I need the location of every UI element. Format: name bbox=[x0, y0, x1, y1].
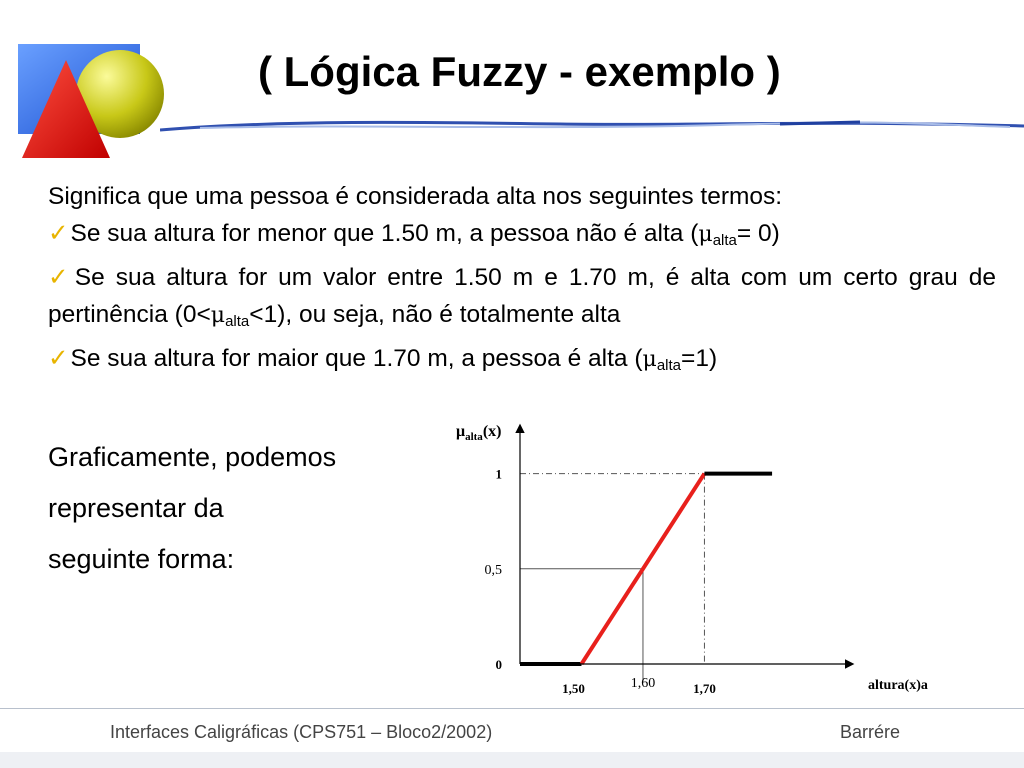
bullet-2-post: <1), ou seja, não é totalmente alta bbox=[249, 301, 621, 328]
x-tick-label: 1,60 bbox=[630, 676, 656, 691]
y-tick-label: 0 bbox=[495, 657, 502, 672]
slide-body bbox=[48, 178, 996, 384]
bullet-3-post: =1) bbox=[681, 345, 718, 372]
bullet-1 bbox=[48, 215, 996, 259]
bullet-3 bbox=[48, 340, 996, 384]
slide-title: ( Lógica Fuzzy - exemplo ) bbox=[258, 48, 781, 95]
bullet-1-post: = 0) bbox=[736, 220, 780, 247]
footer-course: Interfaces Caligráficas (CPS751 – Bloco2/2002) bbox=[110, 722, 493, 742]
y-tick-label: 1 bbox=[495, 466, 502, 482]
mu-subscript: alta bbox=[225, 313, 250, 330]
footer-divider bbox=[0, 708, 1024, 709]
y-axis-label-suffix: (x) bbox=[482, 423, 502, 440]
y-axis-label bbox=[456, 423, 501, 443]
intro-text: Significa que uma pessoa é considerada alta nos seguintes termos: bbox=[48, 183, 783, 210]
y-axis-label-mu: μ bbox=[456, 423, 466, 440]
check-icon: ✓ bbox=[48, 264, 73, 291]
x-tick-label: 1,50 bbox=[562, 681, 585, 696]
y-tick-label: 0,5 bbox=[484, 562, 502, 578]
x-tick-label: 1,70 bbox=[693, 681, 716, 696]
bullet-2 bbox=[48, 259, 996, 340]
title-underline-swoosh bbox=[160, 112, 1024, 138]
graphic-caption-line-1: Graficamente, podemos bbox=[48, 442, 337, 472]
check-icon: ✓ bbox=[48, 345, 69, 372]
footer-author: Barrére bbox=[840, 722, 901, 742]
mu-subscript: alta bbox=[712, 232, 737, 249]
mu-symbol: μ bbox=[210, 303, 226, 328]
membership-chart bbox=[440, 412, 960, 702]
check-icon: ✓ bbox=[48, 220, 69, 247]
footer-band bbox=[0, 752, 1024, 768]
mu-symbol: μ bbox=[698, 222, 713, 247]
bullet-2-pre: Se sua altura for um valor entre 1.50 m e 1.70 m, é alta com um certo grau de pertinência (0< bbox=[48, 264, 997, 328]
x-axis-label: altura(x)a bbox=[868, 678, 928, 693]
bullet-1-pre: Se sua altura for menor que 1.50 m, a pessoa não é alta ( bbox=[70, 220, 699, 247]
y-axis-label-sub: alta bbox=[465, 431, 483, 443]
bullet-3-pre: Se sua altura for maior que 1.70 m, a pessoa é alta ( bbox=[70, 345, 643, 372]
graphic-caption bbox=[48, 432, 336, 585]
mu-symbol: μ bbox=[642, 347, 657, 372]
graphic-caption-line-3: seguinte forma: bbox=[48, 544, 235, 574]
logo-shapes bbox=[14, 38, 174, 163]
mu-subscript: alta bbox=[656, 357, 682, 374]
graphic-caption-line-2: representar da bbox=[48, 493, 224, 523]
